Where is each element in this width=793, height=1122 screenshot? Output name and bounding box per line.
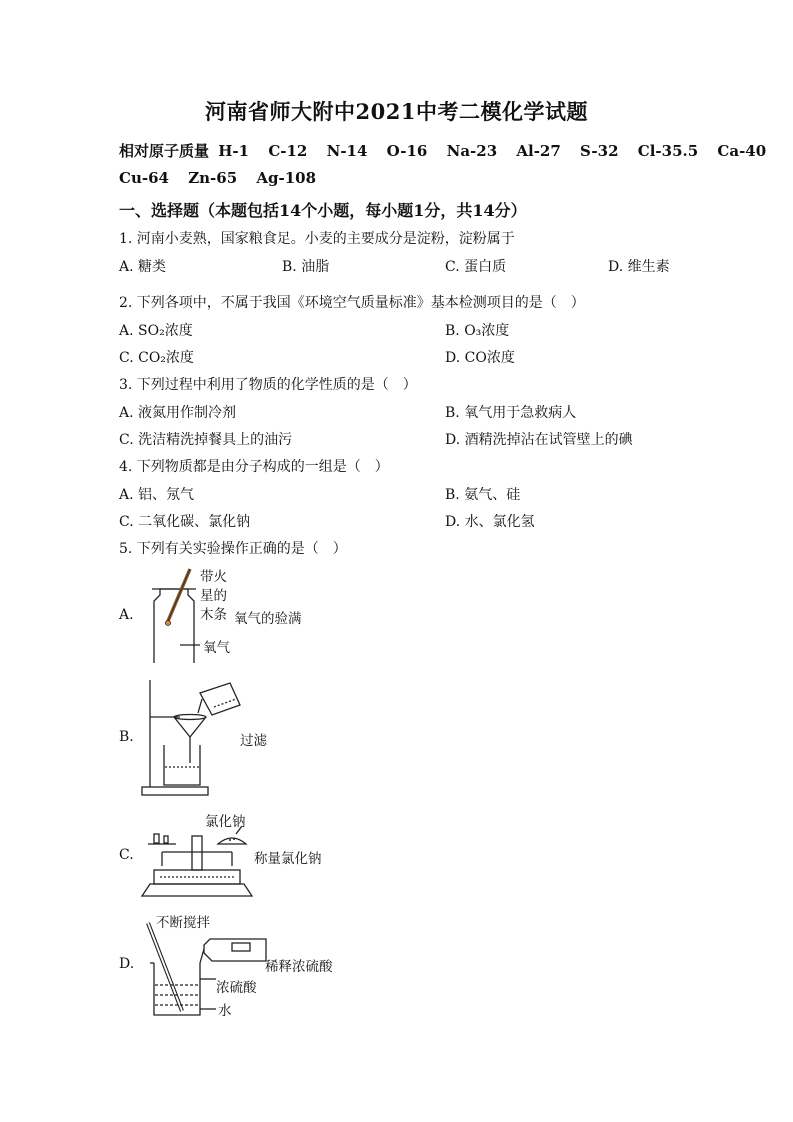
atomic-mass-label: 相对原子质量 bbox=[119, 142, 210, 160]
atomic-mass: N-14 bbox=[326, 142, 368, 160]
fig-d-water-label: 水 bbox=[218, 1003, 232, 1019]
atomic-mass: Zn-65 bbox=[188, 169, 238, 187]
fig-c-top-label: 氯化钠 bbox=[205, 814, 246, 830]
q3-option-c: C. 洗洁精洗掉餐具上的油污 bbox=[119, 432, 293, 448]
atomic-mass: Cu-64 bbox=[119, 169, 169, 187]
q4-option-b: B. 氨气、硅 bbox=[445, 487, 521, 503]
atomic-mass: H-1 bbox=[218, 142, 250, 160]
fig-a-label-1: 带火 bbox=[200, 569, 227, 585]
q5-option-d: D. bbox=[119, 956, 135, 972]
question-5-stem: 5. 下列有关实验操作正确的是（ ） bbox=[119, 541, 347, 557]
q3-option-d: D. 酒精洗掉沾在试管壁上的碘 bbox=[445, 432, 633, 448]
q2-option-b: B. O₃浓度 bbox=[445, 323, 510, 339]
question-3-stem: 3. 下列过程中利用了物质的化学性质的是（ ） bbox=[119, 377, 417, 393]
atomic-mass-row-2 bbox=[119, 169, 330, 187]
q4-option-d: D. 水、氯化氢 bbox=[445, 514, 535, 530]
fig-a-label-2: 星的 bbox=[200, 588, 227, 604]
q4-option-a: A. 铝、氖气 bbox=[119, 487, 195, 503]
q2-option-a: A. SO₂浓度 bbox=[119, 323, 193, 339]
fig-a-gas-label: 氧气 bbox=[203, 640, 230, 656]
q5-option-a: A. bbox=[119, 607, 134, 623]
q5-option-b: B. bbox=[119, 729, 134, 745]
fig-c-caption: 称量氯化钠 bbox=[254, 851, 322, 867]
atomic-mass: Cl-35.5 bbox=[637, 142, 699, 160]
balance-figure bbox=[140, 826, 255, 901]
q1-option-b: B. 油脂 bbox=[282, 259, 330, 275]
atomic-mass-row-1 bbox=[119, 140, 766, 161]
q5-option-c: C. bbox=[119, 847, 134, 863]
dilution-figure bbox=[140, 915, 270, 1020]
fig-a-caption: 氧气的验满 bbox=[234, 611, 302, 627]
q1-option-a: A. 糖类 bbox=[119, 259, 167, 275]
fig-b-caption: 过滤 bbox=[240, 733, 267, 749]
section-heading: 一、选择题（本题包括14个小题，每小题1分，共14分） bbox=[119, 201, 527, 220]
q3-option-a: A. 液氮用作制冷剂 bbox=[119, 405, 237, 421]
filtration-figure bbox=[140, 675, 245, 800]
atomic-mass: Ag-108 bbox=[256, 169, 317, 187]
q2-option-c: C. CO₂浓度 bbox=[119, 350, 194, 366]
page-title: 河南省师大附中2021中考二模化学试题 bbox=[205, 99, 588, 124]
q1-option-d: D. 维生素 bbox=[608, 259, 670, 275]
fig-a-label-3: 木条 bbox=[200, 607, 227, 623]
question-4-stem: 4. 下列物质都是由分子构成的一组是（ ） bbox=[119, 459, 389, 475]
fig-d-acid-label: 浓硫酸 bbox=[216, 980, 257, 996]
q1-option-c: C. 蛋白质 bbox=[445, 259, 507, 275]
atomic-mass: C-12 bbox=[268, 142, 308, 160]
atomic-mass: S-32 bbox=[580, 142, 619, 160]
fig-d-caption: 稀释浓硫酸 bbox=[265, 959, 333, 975]
question-2-stem: 2. 下列各项中，不属于我国《环境空气质量标准》基本检测项目的是（ ） bbox=[119, 295, 585, 311]
q3-option-b: B. 氧气用于急救病人 bbox=[445, 405, 577, 421]
q2-option-d: D. CO浓度 bbox=[445, 350, 515, 366]
atomic-mass: Al-27 bbox=[516, 142, 561, 160]
q4-option-c: C. 二氧化碳、氯化钠 bbox=[119, 514, 251, 530]
atomic-mass: O-16 bbox=[386, 142, 428, 160]
question-1-stem: 1. 河南小麦熟，国家粮食足。小麦的主要成分是淀粉，淀粉属于 bbox=[119, 231, 515, 247]
atomic-mass: Ca-40 bbox=[717, 142, 767, 160]
fig-d-stir-label: 不断搅拌 bbox=[156, 915, 210, 931]
atomic-mass: Na-23 bbox=[446, 142, 498, 160]
